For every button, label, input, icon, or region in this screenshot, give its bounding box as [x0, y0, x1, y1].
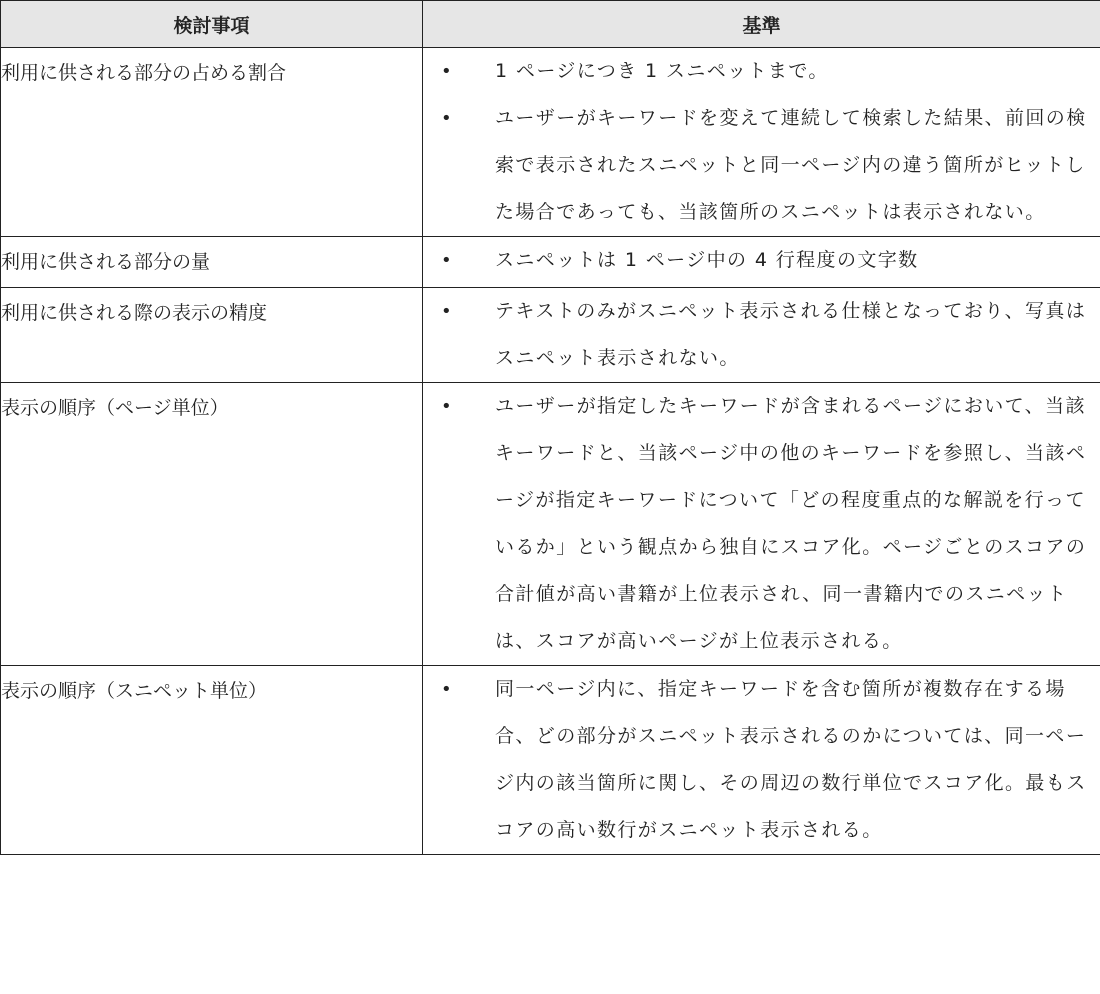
row-criteria-cell	[423, 666, 1100, 855]
header-consideration: 検討事項	[1, 1, 423, 48]
table-row	[1, 237, 1100, 288]
table-row	[1, 288, 1100, 383]
row-item-cell: 利用に供される際の表示の精度	[1, 288, 423, 383]
row-criteria-cell	[423, 288, 1100, 383]
criteria-bullet	[423, 237, 1100, 284]
bullet-icon: •	[441, 61, 454, 82]
criteria-list	[423, 288, 1100, 382]
row-item-cell: 表示の順序（スニペット単位）	[1, 666, 423, 855]
criteria-bullet	[423, 48, 1100, 95]
row-item-cell: 利用に供される部分の占める割合	[1, 48, 423, 237]
table-row	[1, 48, 1100, 237]
bullet-icon: •	[441, 301, 454, 322]
row-criteria-cell	[423, 237, 1100, 288]
criteria-text: テキストのみがスニペット表示される仕様となっており、写真はスニペット表示されない。	[495, 300, 1087, 369]
row-item-cell: 利用に供される部分の量	[1, 237, 423, 288]
bullet-icon: •	[441, 108, 454, 129]
criteria-text: ユーザーがキーワードを変えて連続して検索した結果、前回の検索で表示されたスニペットと同一ページ内の違う箇所がヒットした場合であっても、当該箇所のスニペットは表示されない。	[495, 107, 1087, 223]
row-criteria-cell	[423, 383, 1100, 666]
criteria-text: スニペットは 1 ページ中の 4 行程度の文字数	[495, 249, 919, 271]
row-item-cell: 表示の順序（ページ単位）	[1, 383, 423, 666]
bullet-icon: •	[441, 250, 454, 271]
criteria-bullet	[423, 383, 1100, 665]
criteria-list	[423, 237, 1100, 284]
criteria-bullet	[423, 288, 1100, 382]
table-row	[1, 383, 1100, 666]
criteria-text: ユーザーが指定したキーワードが含まれるページにおいて、当該キーワードと、当該ページ中の他のキーワードを参照し、当該ページが指定キーワードについて「どの程度重点的な解説を行っているか」という観点から独自にスコア化。ページごとのスコアの合計値が高い書籍が上位表示され、同一書籍内でのスニペットは、スコアが高いページが上位表示される。	[495, 395, 1087, 652]
row-criteria-cell	[423, 48, 1100, 237]
criteria-list	[423, 48, 1100, 236]
criteria-bullet	[423, 95, 1100, 236]
table-row	[1, 666, 1100, 855]
bullet-icon: •	[441, 396, 454, 417]
criteria-text: 1 ページにつき 1 スニペットまで。	[495, 60, 829, 82]
criteria-list	[423, 666, 1100, 854]
criteria-text: 同一ページ内に、指定キーワードを含む箇所が複数存在する場合、どの部分がスニペット表示されるのかについては、同一ページ内の該当箇所に関し、その周辺の数行単位でスコア化。最もスコアの高い数行がスニペット表示される。	[495, 678, 1087, 841]
header-row	[1, 1, 1100, 48]
table-header	[1, 1, 1100, 48]
table-body	[1, 48, 1100, 855]
criteria-list	[423, 383, 1100, 665]
bullet-icon: •	[441, 679, 454, 700]
header-criteria: 基準	[423, 1, 1100, 48]
criteria-bullet	[423, 666, 1100, 854]
